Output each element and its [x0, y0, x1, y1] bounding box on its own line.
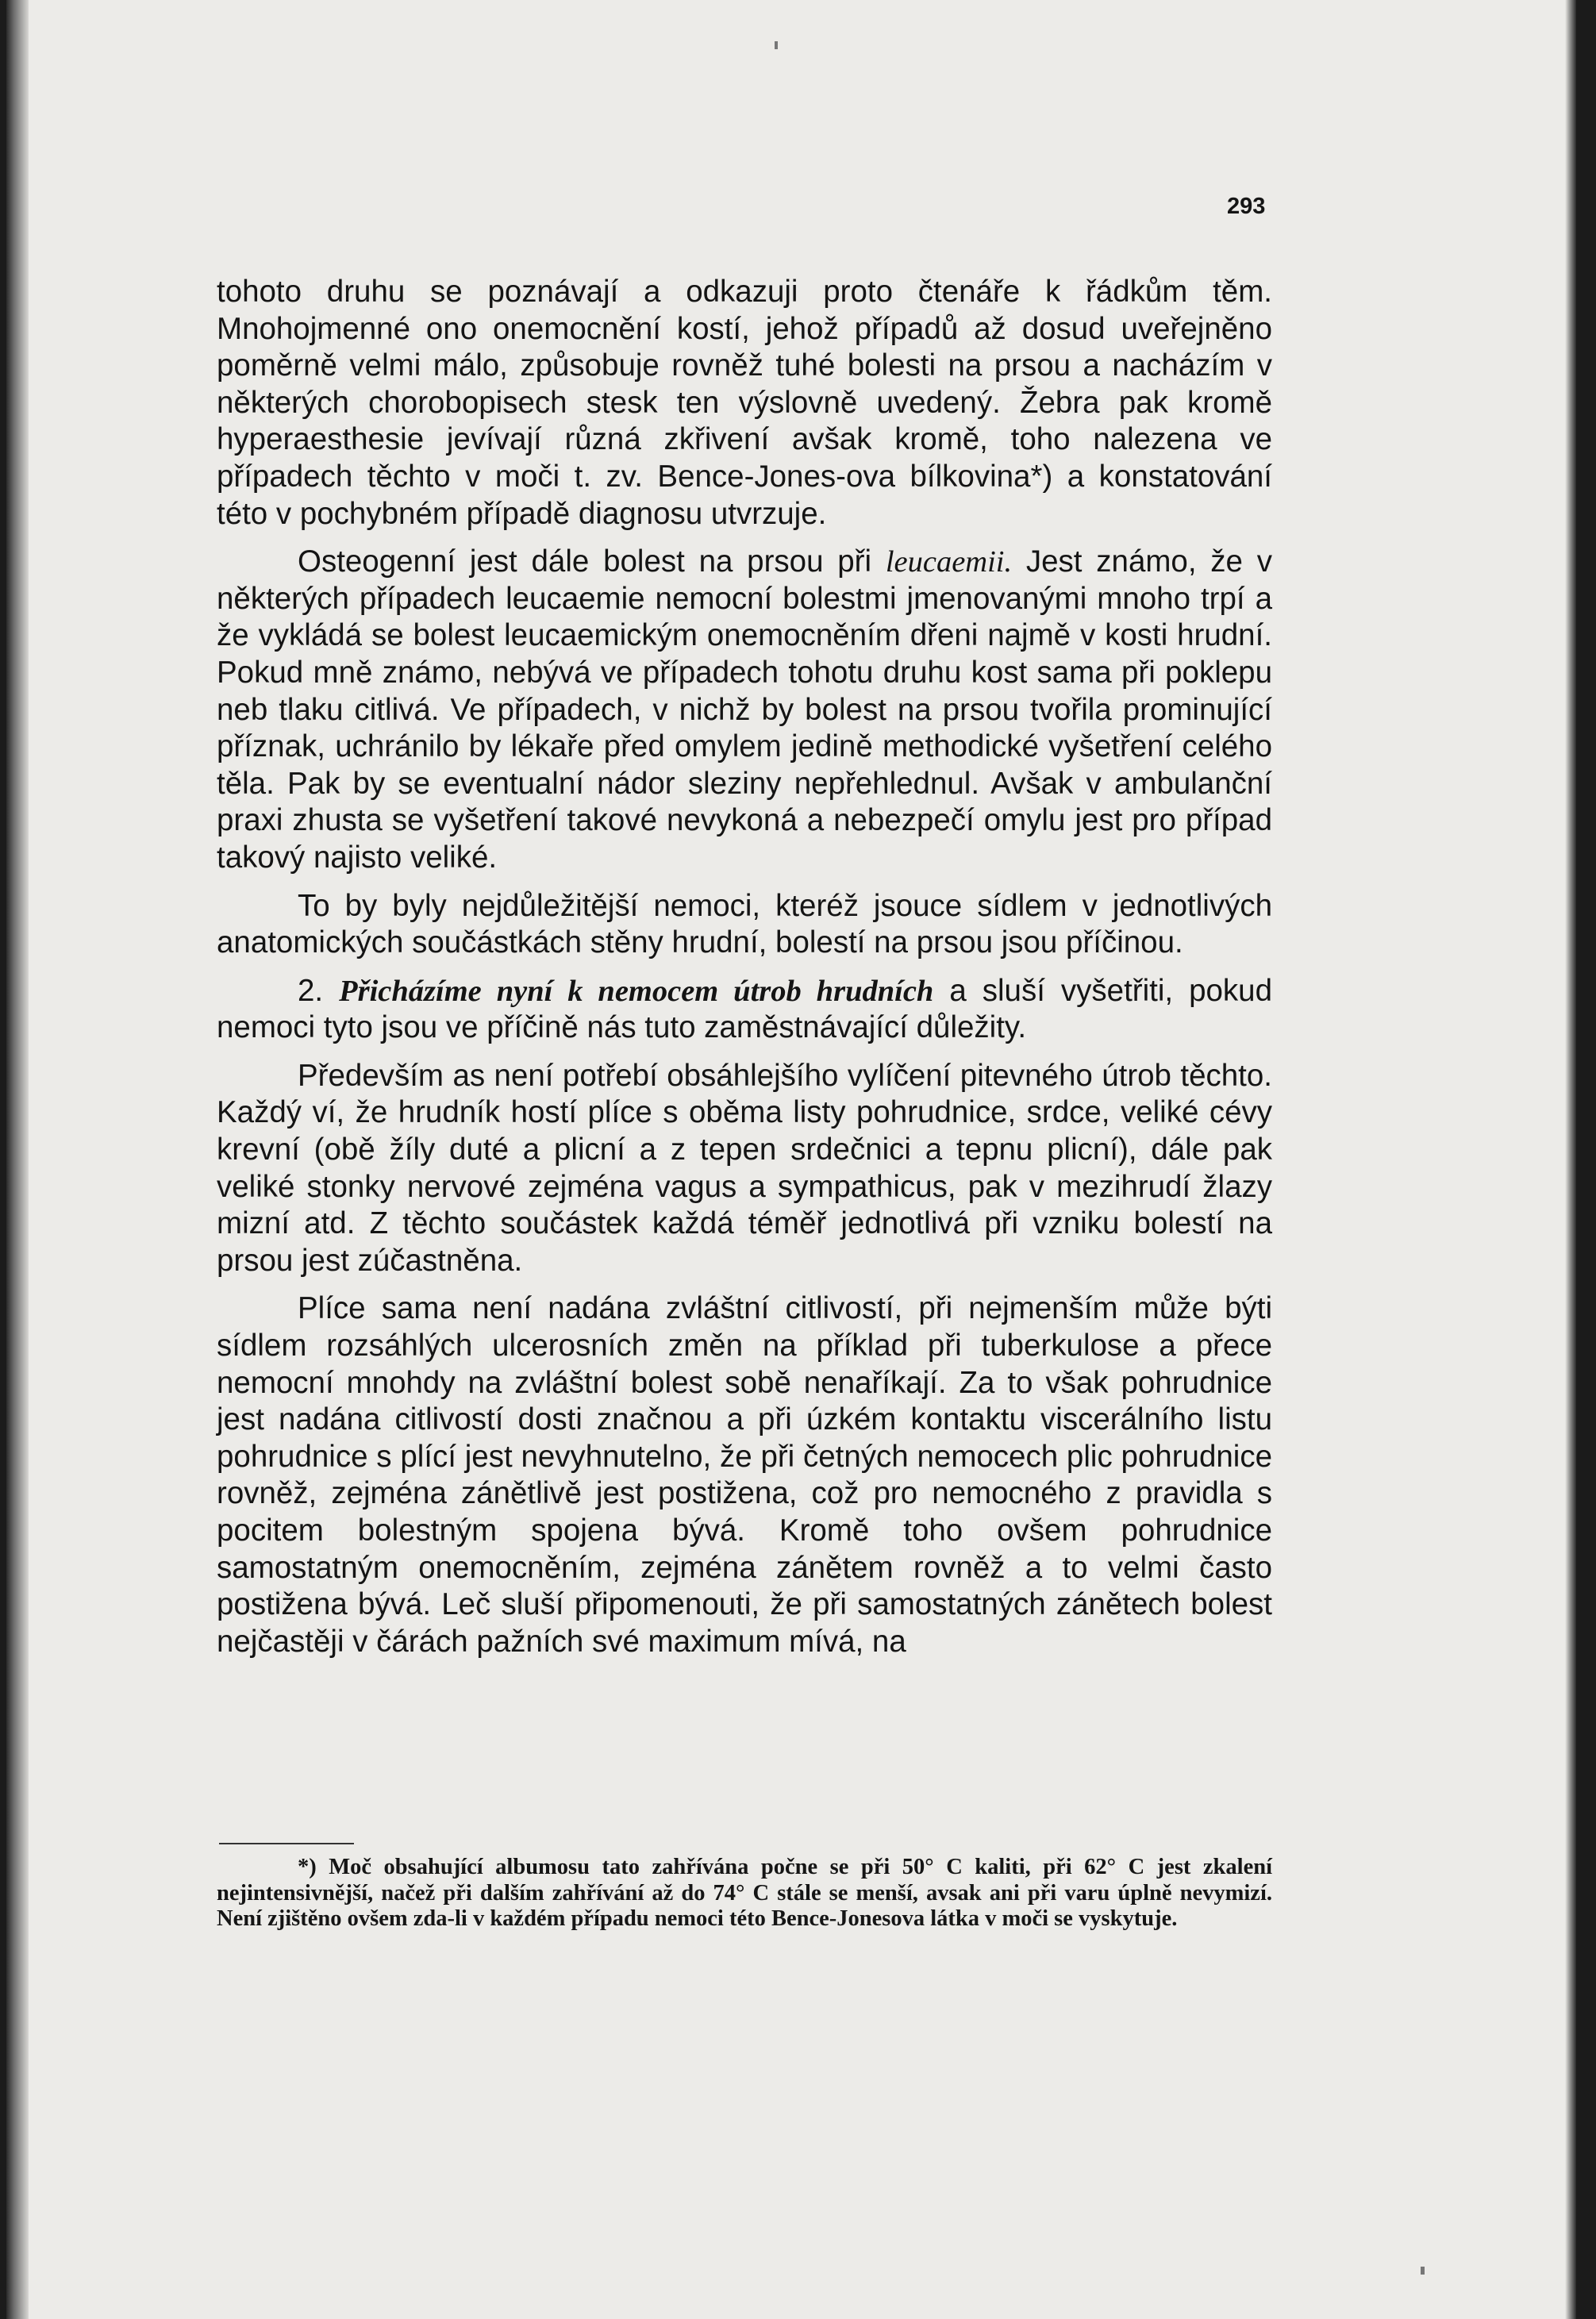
- footnote-divider: [219, 1843, 354, 1844]
- body-text: [217, 274, 1272, 1671]
- paragraph-leucaemia: [217, 544, 1272, 876]
- section-heading-emphasis: Přicházíme nyní k nemocem útrob hrudních: [339, 974, 934, 1008]
- paragraph-section-2: [217, 973, 1272, 1047]
- page-right-edge: [1565, 0, 1576, 2319]
- paragraph-section-2-after: a sluší vyšetřiti, pokud nemoci tyto jsou ve příčině nás tuto zaměstnávající důležity.: [217, 973, 1272, 1045]
- page-number: 293: [1227, 194, 1266, 219]
- paragraph-pleura: Plíce sama není nadána zvláštní citlivostí, při nejmenším může býti sídlem rozsáhlých ulcerosních změn na příklad při tuberkulose a přece nemocní mnohdy na zvláštní bolest sobě nenaříkají. Za to však pohrudnice jest nadána citlivostí dosti značnou a při úzkém kontaktu viscerálního listu pohrudnice s plící jest nevyhnutelno, že při četných nemocech plic pohrudnice rovněž, zejména zánětlivě jest postižena, což pro nemocného z pravidla s pocitem bolestným spojena bývá. Kromě toho ovšem pohrudnice samostatným onemocněním, zejména zánětem rovněž a to velmi často postižena bývá. Leč sluší připomenouti, že při samostatných zánětech bolest nejčastěji v čárách pažních své maximum mívá, na: [217, 1291, 1272, 1659]
- section-number: 2.: [298, 973, 340, 1008]
- paragraph-leucaemia-emphasis: leucaemii.: [885, 545, 1013, 579]
- scan-speck: [1421, 2267, 1425, 2275]
- page-left-edge: [6, 0, 29, 2319]
- footnote: *) Moč obsahující albumosu tato zahřívána počne se při 50° C kaliti, při 62° C jest zkalení nejintensivnější, načež při dalším zahřívání až do 74° C stále se menší, avsak ani při varu úplně nevymizí. Není zjištěno ovšem zda-li v každém případu nemoci této Bence-Jonesova látka v moči se vyskytuje.: [217, 1855, 1272, 1931]
- paragraph-anatomy: Především as není potřebí obsáhlejšího vylíčení pitevného útrob těchto. Každý ví, že hrudník hostí plíce s oběma listy pohrudnice, srdce, veliké cévy krevní (obě žíly duté a plicní a z tepen srdečnici a tepnu plicní), dále pak veliké stonky nervové zejména vagus a sympathicus, pak v mezihrudí žlazy mizní atd. Z těchto součástek každá téměř jednotlivá při vzniku bolestí na prsou jest zúčastněna.: [217, 1058, 1272, 1278]
- document-page: [6, 0, 1576, 2319]
- paragraph-continuation: tohoto druhu se poznávají a odkazuji proto čtenáře k řádkům těm. Mnohojmenné ono onemocnění kostí, jehož případů až dosud uveřejněno poměrně velmi málo, způsobuje rovněž tuhé bolesti na prsou a nacházím v některých chorobopisech stesk ten výslovně uvedený. Žebra pak kromě hyperaesthesie jevívají různá zkřivení avšak kromě, toho nalezena ve případech těchto v moči t. zv. Bence-Jones-ova bílkovina*) a konstatování této v pochybném případě diagnosu utvrzuje.: [217, 275, 1272, 531]
- paragraph-summary: To by byly nejdůležitější nemoci, kteréž jsouce sídlem v jednotlivých anatomických součástkách stěny hrudní, bolestí na prsou jsou příčinou.: [217, 888, 1272, 960]
- paragraph-leucaemia-after: Jest známo, že v některých případech leucaemie nemocní bolestmi jmenovanými mnoho trpí a že vykládá se bolest leucaemickým onemocněním dřeni najmě v kosti hrudní. Pokud mně známo, nebývá ve případech tohotu druhu kost sama při poklepu neb tlaku citlivá. Ve případech, v nichž by bolest na prsou tvořila prominující příznak, uchránilo by lékaře před omylem jedině methodické vyšetření celého těla. Pak by se eventualní nádor sleziny nepřehlednul. Avšak v ambulanční praxi zhusta se vyšetření takové nevykoná a nebezpečí omylu jest pro případ takový najisto veliké.: [217, 544, 1272, 875]
- scan-speck: [775, 41, 778, 49]
- paragraph-leucaemia-before: Osteogenní jest dále bolest na prsou při: [298, 544, 886, 579]
